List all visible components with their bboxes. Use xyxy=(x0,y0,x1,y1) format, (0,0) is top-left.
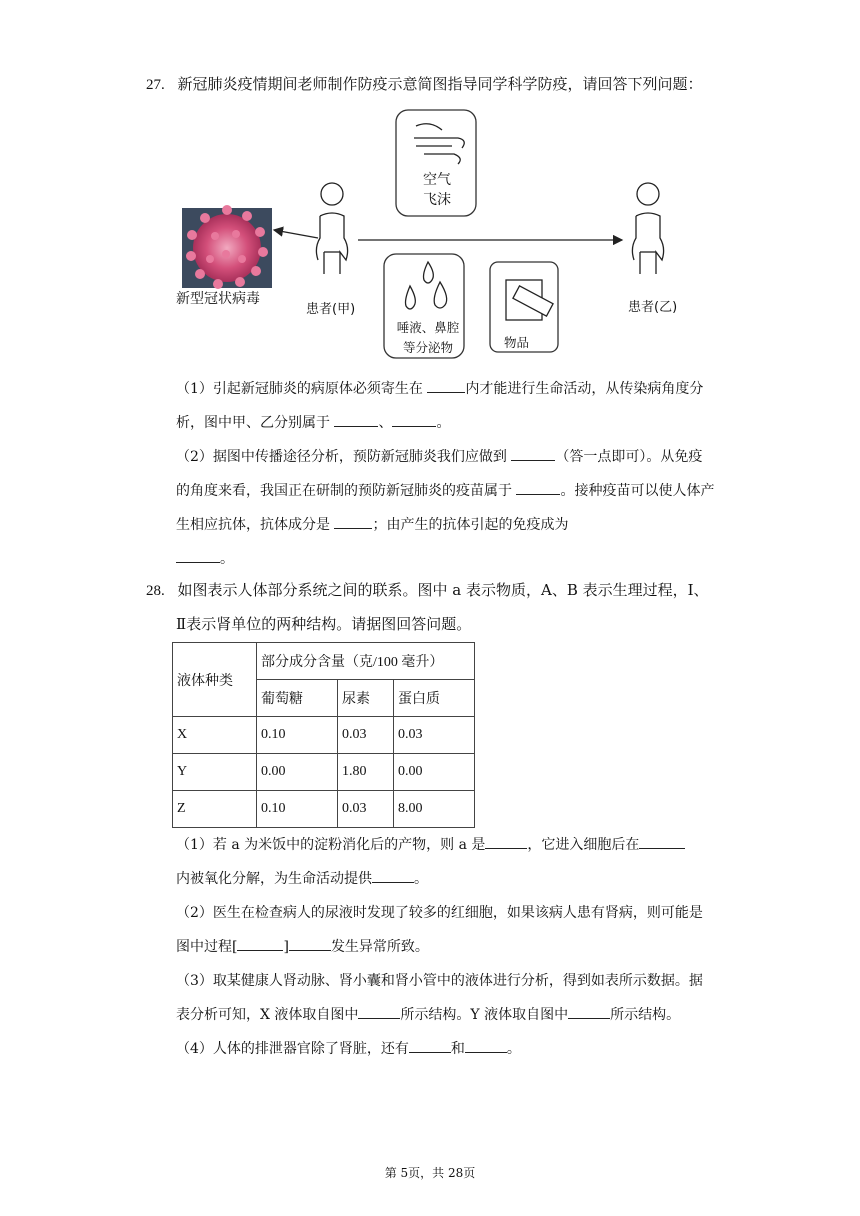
air-label-line1: 空气 xyxy=(423,172,451,188)
q27-stem-line xyxy=(146,74,703,95)
answer-blank[interactable] xyxy=(392,412,436,427)
table-cell: 0.10 xyxy=(257,791,338,828)
q28-stem-line2: Ⅱ表示肾单位的两种结构。请据图回答问题。 xyxy=(176,615,472,633)
table-cell: 1.80 xyxy=(338,754,394,791)
answer-blank[interactable] xyxy=(465,1038,507,1053)
q28-stem-line1 xyxy=(146,580,709,601)
answer-blank[interactable] xyxy=(485,834,527,849)
page-footer: 第 5页，共 28页 xyxy=(384,1166,476,1180)
table-cell: 0.10 xyxy=(257,717,338,754)
q28-part3 xyxy=(176,964,716,1032)
answer-blank[interactable] xyxy=(639,834,685,849)
answer-blank[interactable] xyxy=(358,1004,400,1019)
table-subhead: 蛋白质 xyxy=(394,680,475,717)
q27-p2d: ；由产生的抗体引起的免疫成为 xyxy=(372,517,569,533)
q28-p2a: （2）医生在检查病人的尿液时发现了较多的红细胞，如果该病人患有肾病，则可能是图中过程[ xyxy=(176,905,703,955)
answer-blank[interactable] xyxy=(334,412,378,427)
table-cell: 8.00 xyxy=(394,791,475,828)
answer-blank[interactable] xyxy=(568,1004,610,1019)
table-cell: 0.00 xyxy=(394,754,475,791)
q27-p2b: （答一点即可）。从免疫的角度来看，我国正在研制的预防新冠肺炎的疫苗属于 xyxy=(176,449,703,499)
drop-icon xyxy=(406,262,447,309)
q27-p2e: 。 xyxy=(220,551,234,567)
items-label: 物品 xyxy=(504,335,530,350)
patient-a-label: 患者(甲) xyxy=(306,302,356,317)
answer-blank[interactable] xyxy=(516,480,560,495)
table-row xyxy=(173,717,475,754)
q28-p4b: 和 xyxy=(450,1041,465,1057)
answer-blank[interactable] xyxy=(409,1038,451,1053)
q28-stem-1: 如图表示人体部分系统之间的联系。图中 a 表示物质，A、B 表示生理过程，Ⅰ、 xyxy=(177,581,709,599)
table-cell: Z xyxy=(173,791,257,828)
answer-blank[interactable] xyxy=(289,936,331,951)
q27-part2 xyxy=(176,440,716,576)
q27-p1d: 。 xyxy=(436,415,451,431)
table-cell: X xyxy=(173,717,257,754)
air-label xyxy=(422,170,452,210)
q28-p3a: （3）取某健康人肾动脉、肾小囊和肾小管中的液体进行分析，得到如表所示数据。据表分析可知，X 液体取自图中 xyxy=(176,973,703,1023)
answer-blank[interactable] xyxy=(237,936,283,951)
q28-p2c: 发生异常所致。 xyxy=(330,939,429,955)
answer-blank[interactable] xyxy=(372,868,414,883)
air-label-line2: 飞沫 xyxy=(423,192,451,208)
q27-number: 27. xyxy=(146,77,165,93)
q28-p1d: 。 xyxy=(414,871,428,887)
saliva-label-line1: 唾液、鼻腔 xyxy=(396,320,460,335)
q27-p1c: 、 xyxy=(378,415,393,431)
table-subhead: 葡萄糖 xyxy=(257,680,338,717)
virus-label: 新型冠状病毒 xyxy=(176,291,260,307)
table-subhead: 尿素 xyxy=(338,680,394,717)
answer-blank[interactable] xyxy=(334,514,372,529)
answer-blank[interactable] xyxy=(511,446,555,461)
q27-p2c: 。接种疫苗可以使人体产生相应抗体，抗体成分是 xyxy=(176,483,715,533)
q27-part1 xyxy=(176,372,716,440)
table-head-group: 部分成分含量（克/100 毫升） xyxy=(257,643,475,680)
table-cell: 0.00 xyxy=(257,754,338,791)
person-icon xyxy=(316,183,347,274)
table-cell: 0.03 xyxy=(394,717,475,754)
q27-p1a: （1）引起新冠肺炎的病原体必须寄生在 xyxy=(176,381,428,397)
q27-p1b: 内才能进行生命活动，从传染病角度分析，图中甲、乙分别属于 xyxy=(176,381,704,431)
table-row xyxy=(173,791,475,828)
answer-blank[interactable] xyxy=(176,548,220,563)
saliva-label-line2: 等分泌物 xyxy=(402,340,453,355)
q28-p1c: 内被氧化分解，为生命活动提供 xyxy=(176,871,372,887)
q28-number: 28. xyxy=(146,583,165,599)
table-head-fluid: 液体种类 xyxy=(173,643,257,717)
q27-stem: 新冠肺炎疫情期间老师制作防疫示意简图指导同学科学防疫，请回答下列问题： xyxy=(177,75,703,93)
table-cell: 0.03 xyxy=(338,717,394,754)
table-cell: Y xyxy=(173,754,257,791)
q28-p4a: （4）人体的排泄器官除了肾脏，还有 xyxy=(176,1041,409,1057)
composition-table xyxy=(172,642,475,828)
q28-p3b: 所示结构。Y 液体取自图中 xyxy=(400,1007,569,1023)
q28-p1a: （1）若 a 为米饭中的淀粉消化后的产物，则 a 是 xyxy=(176,837,486,853)
table-row xyxy=(173,754,475,791)
wind-icon xyxy=(414,124,464,164)
table-cell: 0.03 xyxy=(338,791,394,828)
saliva-label xyxy=(393,318,463,358)
virus-image xyxy=(182,205,272,289)
patient-b-label: 患者(乙) xyxy=(628,300,678,315)
q27-p2a: （2）据图中传播途径分析，预防新冠肺炎我们应做到 xyxy=(176,449,512,465)
q28-p2b: ] xyxy=(283,939,289,955)
person-icon xyxy=(632,183,663,274)
q28-p1b: ，它进入细胞后在 xyxy=(527,837,640,853)
arrow-to-virus xyxy=(274,230,318,238)
object-icon xyxy=(506,280,553,320)
q28-p4c: 。 xyxy=(506,1041,521,1057)
q28-part4 xyxy=(176,1032,716,1066)
answer-blank[interactable] xyxy=(427,378,465,393)
q28-part2 xyxy=(176,896,716,964)
q28-p3c: 所示结构。 xyxy=(610,1007,681,1023)
q28-part1 xyxy=(176,828,716,896)
